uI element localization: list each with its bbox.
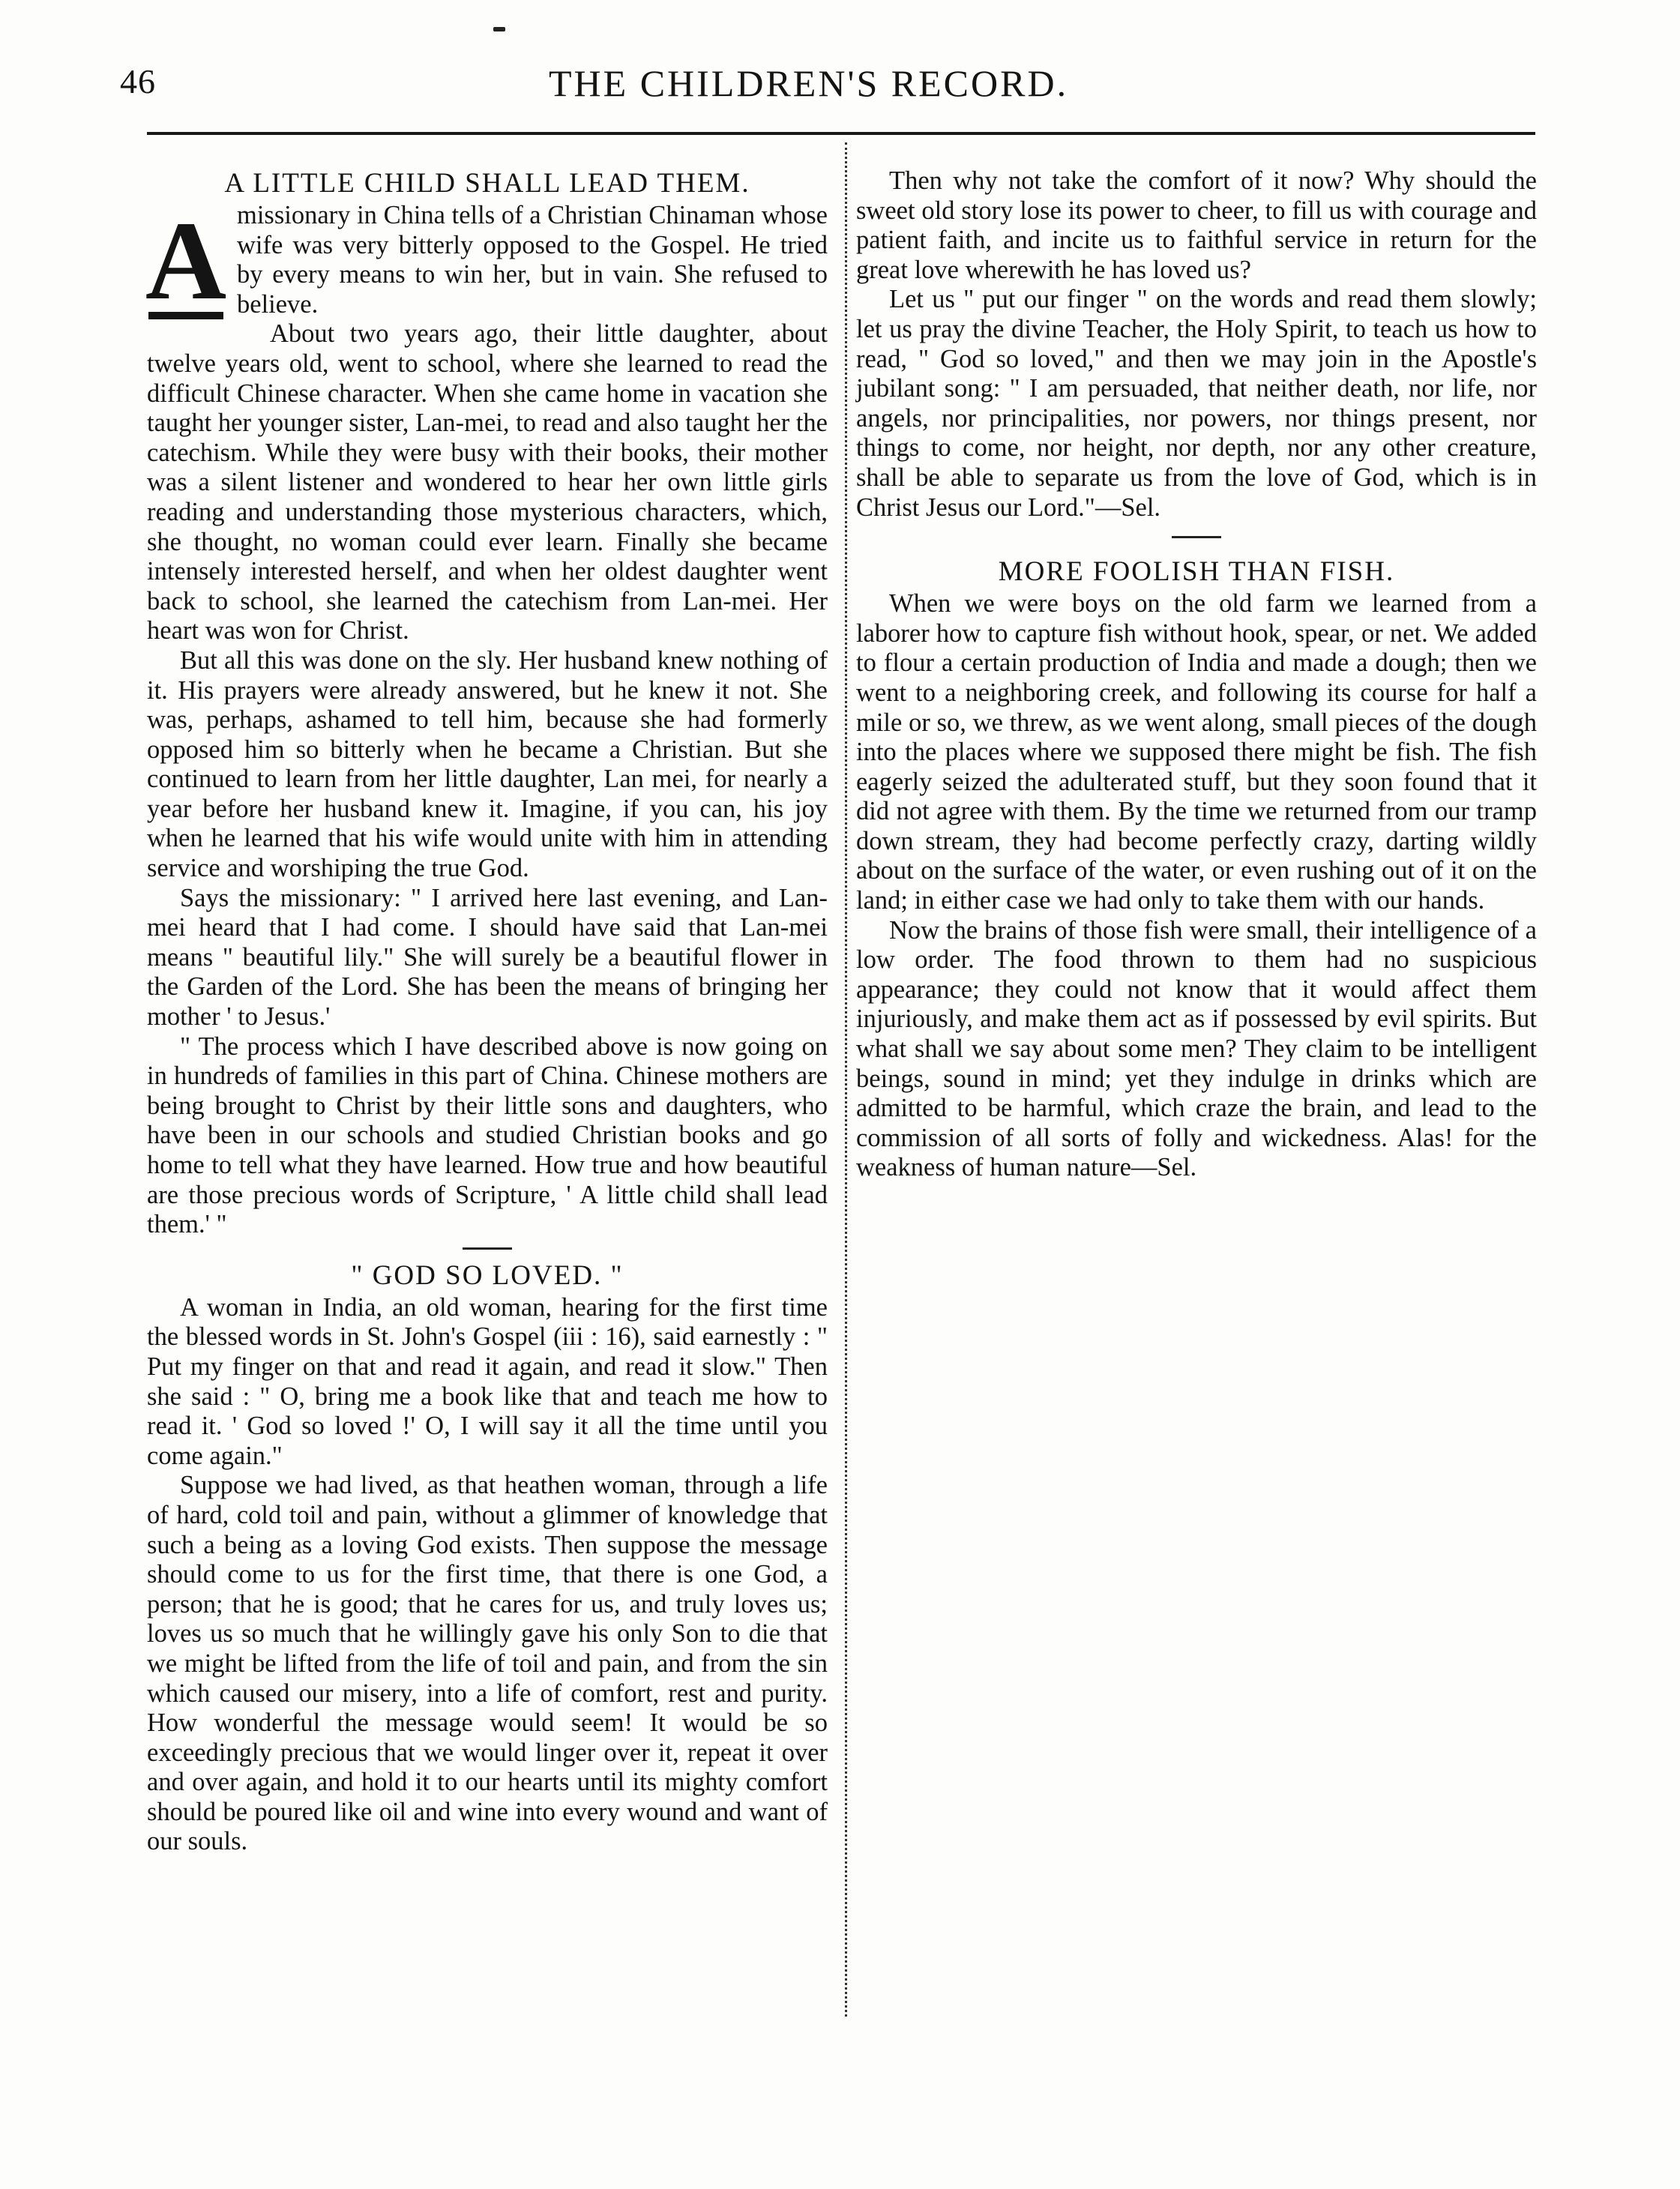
article-title-god-so-loved: " GOD SO LOVED. " (351, 1259, 624, 1291)
section-separator (1172, 536, 1221, 538)
left-column (147, 166, 828, 1857)
running-head (120, 61, 1544, 121)
header-rule (147, 132, 1535, 135)
article-paragraph: But all this was done on the sly. Her husband knew nothing of it. His prayers were already answered, but he knew it not. She was, perhaps, ashamed to tell him, because she had formerly opposed him so bitterly when he became a Christian. But she continued to learn from her little daughter, Lan mei, for nearly a year before her husband knew it. Imagine, if you can, his joy when he learned that his wife would unite with him in attending service and worshiping the true God. (147, 645, 828, 883)
article-paragraph: missionary in China tells of a Christian Chinaman whose wife was very bitterly opposed to the Gospel. He tried by every means to win her, but in vain. She refused to believe. (237, 201, 828, 319)
section-separator (463, 1247, 512, 1250)
ink-mark (493, 27, 505, 31)
article-title-little-child: A LITTLE CHILD SHALL LEAD THEM. (224, 168, 750, 199)
article-paragraph: " The process which I have described above is now going on in hundreds of families in this part of China. Chinese mothers are being brought to Christ by their little sons and daughters, who have been in our schools and studied Christian books and go home to tell what they have learned. How true and how beautiful are those precious words of Scripture, ' A little child shall lead them.' " (147, 1032, 828, 1239)
right-column (856, 166, 1537, 1183)
article-paragraph: Now the brains of those fish were small, their intelligence of a low order. The food thrown to them had no suspicious appearance; they could not know that it would affect them injuriously, and make them act as if possessed by evil spirits. But what shall we say about some men? They claim to be intelligent beings, sound in mind; yet they indulge in drinks which are admitted to be harmful, which craze the brain, and lead to the commission of all sorts of folly and wickedness. Alas! for the weakness of human nature—Sel. (856, 915, 1537, 1182)
article-title-more-foolish: MORE FOOLISH THAN FISH. (998, 556, 1395, 588)
journal-title: THE CHILDREN'S RECORD. (549, 62, 1069, 104)
article-paragraph: Let us " put our finger " on the words and read them slowly; let us pray the divine Teacher, the Holy Spirit, to teach us how to read, " God so loved," and then we may join in the Apostle's jubilant song: " I am persuaded, that neither death, nor life, nor angels, nor principalities, nor powers, nor things present, nor things to come, nor height, nor depth, nor any other creature, shall be able to separate us from the love of God, which is in Christ Jesus our Lord."—Sel. (856, 285, 1537, 522)
article-paragraph: Says the missionary: " I arrived here last evening, and Lan-mei heard that I had come. I should have said that Lan-mei means " beautiful lily." She will surely be a beautiful flower in the Garden of the Lord. She has been the means of bringing her mother ' to Jesus.' (147, 883, 828, 1032)
article-paragraph: About two years ago, their little daughter, about twelve years old, went to school, where she learned to read the difficult Chinese character. When she came home in vacation she taught her younger sister, Lan-mei, to read and also taught her the catechism. While they were busy with their books, their mother was a silent listener and wondered to hear her own little girls reading and understanding those mysterious characters, which, she thought, no woman could ever learn. Finally she became intensely interested herself, and when her oldest daughter went back to school, she learned the catechism from Lan-mei. Her heart was won for Christ. (147, 319, 828, 645)
column-divider (845, 142, 847, 2017)
article-paragraph: Suppose we had lived, as that heathen woman, through a life of hard, cold toil and pain, without a glimmer of knowledge that such a being as a loving God exists. Then suppose the message should come to us for the first time, that there is one God, a person; that he is good; that he cares for us, and truly loves us; loves us so much that he willingly gave his only Son to die that we might be lifted from the life of toil and pain, and from the sin which caused our misery, into a life of comfort, rest and purity. How wonderful the message would seem! It would be so exceedingly precious that we would linger over it, repeat it over and over again, and hold it to our hearts until its mighty comfort should be poured like oil and wine into every wound and want of our souls. (147, 1471, 828, 1856)
drop-cap-letter: A (145, 199, 227, 323)
page-number: 46 (120, 62, 156, 100)
article-paragraph: Then why not take the comfort of it now? Why should the sweet old story lose its power to cheer, to fill us with courage and patient faith, and incite us to faithful service in return for the great love wherewith he has loved us? (856, 166, 1537, 284)
article-paragraph: A woman in India, an old woman, hearing for the first time the blessed words in St. John's Gospel (iii : 16), said earnestly : " Put my finger on that and read it again, and read it slow." Then she said : " O, bring me a book like that and teach me how to read it. ' God so loved !' O, I will say it all the time until you come again." (147, 1292, 828, 1470)
article-paragraph: When we were boys on the old farm we learned from a laborer how to capture fish without hook, spear, or net. We added to flour a certain production of India and made a dough; then we went to a neighboring creek, and following its course for half a mile or so, we threw, as we went along, small pieces of the dough into the places where we supposed there might be fish. The fish eagerly seized the adulterated stuff, but they soon found that it did not agree with them. By the time we returned from our tramp down stream, they had become perfectly crazy, darting wildly about on the surface of the water, or even rushing out of it on the land; in either case we had only to take them with our hands. (856, 589, 1537, 915)
